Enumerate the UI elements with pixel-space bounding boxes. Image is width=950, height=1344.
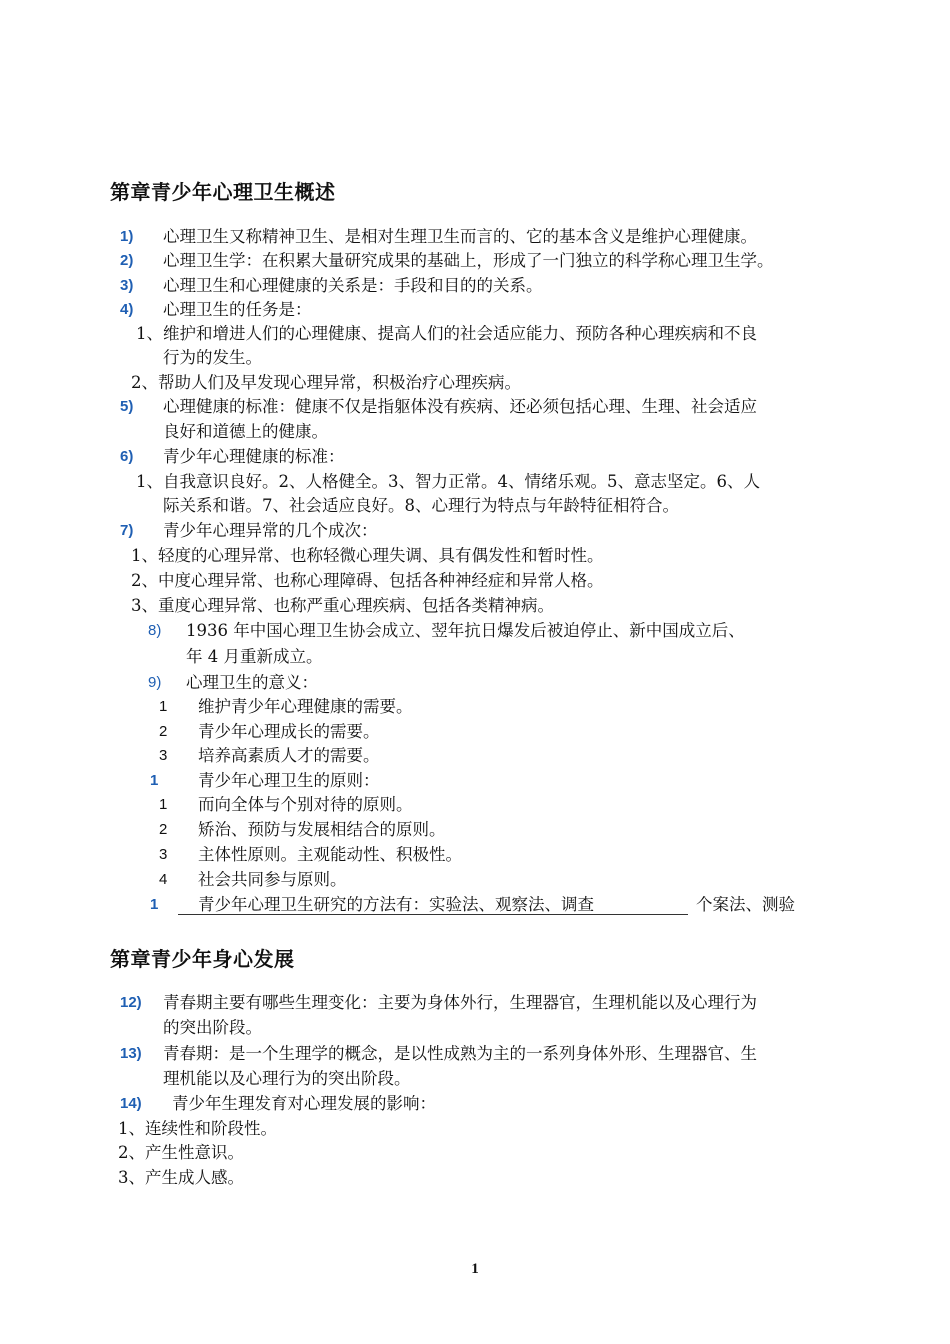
list-number: 1 [150,896,159,913]
list-item-text: 心理卫生和心理健康的关系是：手段和目的的关系。 [163,276,543,295]
list-item-text: 青少年心理卫生的原则： [198,771,380,790]
list-item-text: 2、中度心理异常、也称心理障碍、包括各种神经症和异常人格。 [131,571,604,590]
list-item-text: 理机能以及心理行为的突出阶段。 [163,1069,411,1088]
list-item-text: 主体性原则。主观能动性、积极性。 [198,845,462,864]
list-item-text: 年 4 月重新成立。 [186,647,323,666]
list-item-text: 心理卫生的意义： [186,673,318,692]
list-item-text: 心理卫生学：在积累大量研究成果的基础上，形成了一门独立的科学称心理卫生学。 [163,251,774,270]
list-number: 1 [150,772,159,789]
list-item-text: 个案法、测验 [696,895,795,914]
list-item-text: 的突出阶段。 [163,1018,262,1037]
list-number: 14) [120,1095,142,1112]
section-heading-2: 第章青少年身心发展 [110,947,295,971]
list-item-text: 青少年生理发育对心理发展的影响： [172,1094,436,1113]
section-heading-1: 第章青少年心理卫生概述 [110,180,336,204]
list-number: 5) [120,398,134,415]
list-item-text: 青少年心理异常的几个成次： [163,521,378,540]
list-number: 13) [120,1045,142,1062]
list-item-text: 培养高素质人才的需要。 [198,746,380,765]
list-number: 4) [120,301,134,318]
page-number: 1 [471,1261,479,1277]
list-number: 3) [120,277,134,294]
list-item-text: 青春期主要有哪些生理变化：主要为身体外行，生理器官，生理机能以及心理行为 [163,993,757,1012]
list-item-text: 良好和道德上的健康。 [163,422,328,441]
list-item-text: 3、重度心理异常、也称严重心理疾病、包括各类精神病。 [131,596,554,615]
list-item-text: 矫治、预防与发展相结合的原则。 [198,820,446,839]
list-item-text: 2、帮助人们及早发现心理异常，积极治疗心理疾病。 [131,373,521,392]
list-item-text: 1、轻度的心理异常、也称轻微心理失调、具有偶发性和暂时性。 [131,546,604,565]
list-item-text: 1、自我意识良好。2、人格健全。3、智力正常。4、情绪乐观。5、意志坚定。6、人 [136,472,760,491]
list-number: 2) [120,252,134,269]
list-item-text: 而向全体与个别对待的原则。 [198,795,413,814]
list-number: 3 [159,846,168,863]
list-number: 4 [159,871,168,888]
list-item-text: 青少年心理健康的标准： [163,447,345,466]
list-number: 1 [159,796,168,813]
list-item-text: 心理卫生又称精神卫生、是相对生理卫生而言的、它的基本含义是维护心理健康。 [163,227,757,246]
list-item-text: 2、产生性意识。 [118,1143,244,1162]
list-item-text: 1、连续性和阶段性。 [118,1119,277,1138]
list-number: 12) [120,994,142,1011]
list-number: 2 [159,821,168,838]
list-number: 2 [159,723,168,740]
list-item-text: 3、产生成人感。 [118,1168,244,1187]
list-item-text: 维护青少年心理健康的需要。 [198,697,413,716]
list-number: 9) [148,674,162,691]
list-item-text: 社会共同参与原则。 [198,870,347,889]
list-item-text: 心理健康的标准：健康不仅是指躯体没有疾病、还必须包括心理、生理、社会适应 [163,397,757,416]
list-item-text: 青少年心理卫生研究的方法有：实验法、观察法、调查 [198,895,594,914]
list-number: 1) [120,228,134,245]
list-item-text: 青春期：是一个生理学的概念，是以性成熟为主的一系列身体外形、生理器官、生 [163,1044,757,1063]
list-number: 7) [120,522,134,539]
list-item-text: 际关系和谐。7、社会适应良好。8、心理行为特点与年龄特征相符合。 [163,496,679,515]
list-number: 3 [159,747,168,764]
list-number: 6) [120,448,134,465]
list-item-text: 1936 年中国心理卫生协会成立、翌年抗日爆发后被迫停止、新中国成立后、 [186,621,745,640]
list-item-text: 行为的发生。 [163,348,262,367]
list-item-text: 青少年心理成长的需要。 [198,722,380,741]
list-number: 1 [159,698,168,715]
underline-rule [178,914,688,915]
list-item-text: 1、维护和增进人们的心理健康、提高人们的社会适应能力、预防各种心理疾病和不良 [136,324,757,343]
list-item-text: 心理卫生的任务是： [163,300,312,319]
list-number: 8) [148,622,162,639]
